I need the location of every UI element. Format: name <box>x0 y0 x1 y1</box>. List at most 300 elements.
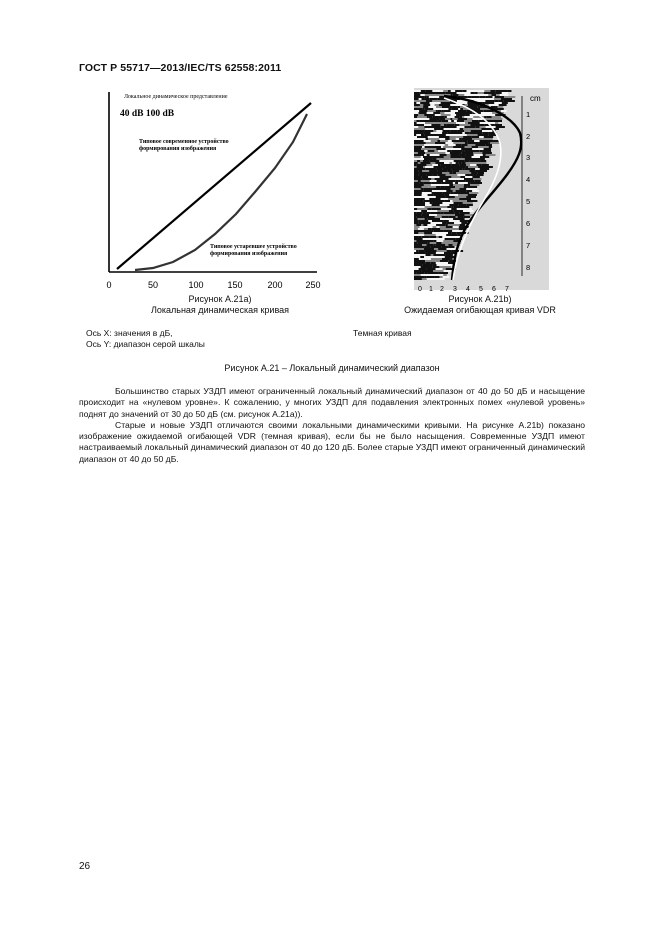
speckle-strip <box>418 236 421 238</box>
speckle-strip <box>438 120 442 122</box>
speckle-strip <box>435 122 441 124</box>
speckle-strip <box>445 196 455 198</box>
speckle-strip <box>454 206 464 208</box>
speckle-strip <box>435 178 447 180</box>
speckle-strip <box>471 96 479 98</box>
speckle-strip <box>466 166 468 168</box>
speckle-strip <box>458 162 462 164</box>
speckle-strip <box>462 132 465 134</box>
speckle-strip <box>455 186 464 188</box>
speckle-strip <box>464 186 468 188</box>
figure-b-y-tick: 2 <box>526 132 531 141</box>
speckle-strip <box>446 190 453 192</box>
speckle-strip <box>456 162 459 164</box>
speckle-strip <box>484 90 490 92</box>
speckle-strip <box>427 276 435 278</box>
figure-a-chart <box>95 88 335 293</box>
speckle-strip <box>443 230 452 232</box>
speckle-strip <box>436 224 446 226</box>
speckle-strip <box>489 146 492 148</box>
figure-b-y-tick: 1 <box>526 110 531 119</box>
speckle-strip <box>501 110 507 112</box>
speckle-strip <box>456 132 463 134</box>
speckle-strip <box>442 222 446 224</box>
figure-a-x-tick: 100 <box>188 280 204 290</box>
speckle-strip <box>419 222 431 224</box>
speckle-strip <box>457 174 465 176</box>
speckle-strip <box>427 174 433 176</box>
speckle-strip <box>439 138 445 140</box>
speckle-strip <box>421 154 424 156</box>
speckle-strip <box>424 126 428 128</box>
speckle-strip <box>445 200 450 202</box>
speckle-strip <box>435 200 445 202</box>
speckle-strip <box>436 110 438 112</box>
speckle-strip <box>428 176 432 178</box>
speckle-strip <box>432 220 443 222</box>
speckle-strip <box>424 150 427 152</box>
speckle-strip <box>433 238 445 240</box>
speckle-strip <box>498 120 503 122</box>
speckle-strip <box>466 162 477 164</box>
speckle-strip <box>435 150 439 152</box>
speckle-strip <box>414 198 417 200</box>
speckle-strip <box>416 120 419 122</box>
speckle-strip <box>425 108 429 110</box>
speckle-strip <box>472 120 478 122</box>
speckle-strip <box>432 176 440 178</box>
speckle-strip <box>417 272 425 274</box>
paragraph: Большинство старых УЗДП имеют ограниченный локальный динамический диапазон от 40 до 50 дБ и насыщение происходит на «нулевом уровне». К сожалению, у многих УЗДП для подавления электронных помех «нулевой уровень» поднят до значений от 30 до 50 дБ (см. рисунок А.21а)). <box>79 386 585 419</box>
speckle-strip <box>430 242 436 244</box>
speckle-strip <box>417 160 420 162</box>
speckle-strip <box>465 114 469 116</box>
speckle-strip <box>414 156 421 158</box>
speckle-strip <box>436 270 444 272</box>
speckle-strip <box>455 182 458 184</box>
speckle-strip <box>423 238 433 240</box>
speckle-strip <box>456 122 465 124</box>
speckle-strip <box>417 166 423 168</box>
speckle-strip <box>414 228 418 230</box>
speckle-strip <box>453 218 465 220</box>
speckle-strip <box>423 156 433 158</box>
speckle-strip <box>449 178 457 180</box>
speckle-strip <box>466 188 477 190</box>
speckle-strip <box>417 198 421 200</box>
speckle-strip <box>446 224 448 226</box>
speckle-strip <box>424 248 434 250</box>
speckle-strip <box>438 174 446 176</box>
speckle-strip <box>414 278 422 280</box>
speckle-strip <box>437 168 443 170</box>
speckle-strip <box>422 278 427 280</box>
speckle-strip <box>495 122 498 124</box>
speckle-strip <box>442 236 452 238</box>
speckle-strip <box>434 194 445 196</box>
speckle-strip <box>447 206 451 208</box>
speckle-strip <box>422 214 429 216</box>
speckle-strip <box>462 162 466 164</box>
speckle-strip <box>422 178 426 180</box>
speckle-strip <box>454 124 459 126</box>
speckle-strip <box>414 224 416 226</box>
speckle-strip <box>414 140 424 142</box>
speckle-strip <box>447 154 451 156</box>
speckle-strip <box>430 246 441 248</box>
speckle-strip <box>463 114 466 116</box>
speckle-strip <box>426 104 431 106</box>
speckle-strip <box>444 270 453 272</box>
speckle-strip <box>445 214 455 216</box>
speckle-strip <box>458 94 464 96</box>
speckle-strip <box>418 170 422 172</box>
speckle-strip <box>417 136 423 138</box>
speckle-strip <box>414 268 419 270</box>
speckle-strip <box>414 186 422 188</box>
speckle-strip <box>450 162 453 164</box>
speckle-strip <box>449 216 451 218</box>
speckle-strip <box>459 154 466 156</box>
speckle-strip <box>448 140 452 142</box>
speckle-strip <box>433 116 445 118</box>
speckle-strip <box>421 156 423 158</box>
speckle-strip <box>460 108 463 110</box>
speckle-strip <box>469 192 478 194</box>
speckle-strip <box>422 108 425 110</box>
speckle-strip <box>447 250 452 252</box>
speckle-strip <box>427 268 436 270</box>
speckle-strip <box>450 152 462 154</box>
speckle-strip <box>452 230 460 232</box>
speckle-strip <box>466 196 476 198</box>
speckle-strip <box>440 226 446 228</box>
speckle-strip <box>430 162 435 164</box>
speckle-strip <box>414 136 417 138</box>
speckle-strip <box>421 188 423 190</box>
speckle-strip <box>434 166 446 168</box>
speckle-strip <box>433 240 436 242</box>
speckle-strip <box>425 94 430 96</box>
speckle-strip <box>451 176 460 178</box>
speckle-strip <box>425 146 436 148</box>
speckle-strip <box>456 138 459 140</box>
speckle-strip <box>424 158 432 160</box>
speckle-strip <box>414 150 424 152</box>
speckle-strip <box>461 138 472 140</box>
speckle-strip <box>445 118 450 120</box>
speckle-strip <box>453 182 455 184</box>
speckle-strip <box>468 150 480 152</box>
speckle-strip <box>473 174 476 176</box>
speckle-strip <box>442 216 449 218</box>
speckle-strip <box>425 166 433 168</box>
figure-b-x-tick: 0 <box>418 286 422 293</box>
speckle-strip <box>467 190 472 192</box>
speckle-strip <box>454 166 460 168</box>
speckle-strip <box>432 100 444 102</box>
figure-a-caption <box>120 294 320 316</box>
figure-a-caption-title: Локальная динамическая кривая <box>150 305 290 315</box>
speckle-strip <box>454 120 457 122</box>
speckle-strip <box>427 272 439 274</box>
speckle-strip <box>451 126 457 128</box>
speckle-strip <box>419 258 423 260</box>
speckle-strip <box>414 160 417 162</box>
speckle-strip <box>443 212 455 214</box>
figure-b-x-tick: 1 <box>429 286 433 293</box>
speckle-strip <box>430 180 437 182</box>
speckle-strip <box>503 100 515 102</box>
speckle-strip <box>414 264 422 266</box>
speckle-strip <box>451 206 453 208</box>
speckle-strip <box>458 204 467 206</box>
speckle-strip <box>424 216 435 218</box>
speckle-strip <box>485 144 492 146</box>
speckle-strip <box>457 106 460 108</box>
speckle-strip <box>448 246 454 248</box>
speckle-strip <box>414 112 419 114</box>
speckle-strip <box>421 180 430 182</box>
speckle-strip <box>465 132 469 134</box>
speckle-strip <box>455 116 460 118</box>
speckle-strip <box>464 178 473 180</box>
speckle-strip <box>431 178 434 180</box>
speckle-strip <box>429 236 436 238</box>
speckle-strip <box>426 120 430 122</box>
speckle-strip <box>424 256 436 258</box>
speckle-strip <box>478 146 489 148</box>
speckle-strip <box>427 208 432 210</box>
speckle-strip <box>468 144 476 146</box>
speckle-strip <box>441 122 451 124</box>
speckle-strip <box>431 218 441 220</box>
speckle-strip <box>435 144 444 146</box>
speckle-strip <box>414 250 416 252</box>
speckle-strip <box>454 222 457 224</box>
speckle-strip <box>414 144 420 146</box>
speckle-strip <box>436 130 442 132</box>
figure-a-x-tick: 200 <box>267 280 283 290</box>
speckle-strip <box>499 104 507 106</box>
speckle-strip <box>468 128 478 130</box>
speckle-strip <box>438 248 447 250</box>
speckle-strip <box>494 124 502 126</box>
speckle-strip <box>453 200 461 202</box>
speckle-strip <box>431 132 443 134</box>
speckle-strip <box>432 274 444 276</box>
speckle-strip <box>444 162 450 164</box>
speckle-strip <box>437 98 443 100</box>
speckle-strip <box>480 108 482 110</box>
speckle-strip <box>418 152 425 154</box>
speckle-strip <box>437 170 447 172</box>
speckle-strip <box>467 142 478 144</box>
speckle-strip <box>423 136 428 138</box>
speckle-strip <box>420 102 429 104</box>
speckle-strip <box>414 234 424 236</box>
speckle-strip <box>448 90 451 92</box>
speckle-strip <box>443 202 454 204</box>
speckle-strip <box>427 210 437 212</box>
speckle-strip <box>451 108 458 110</box>
speckle-strip <box>492 116 502 118</box>
speckle-strip <box>435 216 442 218</box>
figure-a-title: Локальное динамическое представление <box>124 94 228 100</box>
speckle-strip <box>416 216 423 218</box>
speckle-strip <box>430 104 434 106</box>
speckle-strip <box>414 184 424 186</box>
speckle-strip <box>419 92 429 94</box>
speckle-strip <box>423 166 425 168</box>
speckle-strip <box>424 200 435 202</box>
speckle-strip <box>433 202 443 204</box>
y-axis-note: Ось Y: диапазон серой шкалы <box>86 339 205 349</box>
speckle-strip <box>424 228 428 230</box>
body-text <box>79 386 585 465</box>
figure-b-unit: cm <box>530 94 541 103</box>
speckle-strip <box>436 242 441 244</box>
speckle-strip <box>432 148 436 150</box>
speckle-strip <box>475 144 485 146</box>
speckle-strip <box>426 118 430 120</box>
speckle-strip <box>420 162 426 164</box>
speckle-strip <box>453 190 456 192</box>
speckle-strip <box>414 226 420 228</box>
figure-b-caption <box>380 294 580 316</box>
speckle-strip <box>445 256 454 258</box>
speckle-strip <box>490 140 499 142</box>
speckle-strip <box>414 248 424 250</box>
speckle-strip <box>443 180 445 182</box>
speckle-strip <box>414 172 420 174</box>
speckle-strip <box>473 152 482 154</box>
speckle-strip <box>436 186 441 188</box>
speckle-strip <box>451 90 455 92</box>
speckle-strip <box>414 96 424 98</box>
speckle-strip <box>437 158 442 160</box>
paragraph: Старые и новые УЗДП отличаются своими локальными динамическими кривыми. На рисунке А.21b) показано изображение ожидаемой огибающей VDR (темная кривая), если бы не было насыщения. Современные УЗДП имеют настраиваемый локальный динамический диапазон от 40 до 120 дБ. Более старые УЗДП имеют ограниченный динамический диапазон от 40 до 50 дБ. <box>79 419 585 464</box>
speckle-strip <box>418 218 425 220</box>
speckle-strip <box>450 156 461 158</box>
document-header: ГОСТ Р 55717—2013/IEC/TS 62558:2011 <box>79 62 282 74</box>
speckle-strip <box>449 128 460 130</box>
speckle-strip <box>426 142 435 144</box>
speckle-strip <box>453 184 456 186</box>
speckle-strip <box>493 96 495 98</box>
speckle-strip <box>427 218 430 220</box>
speckle-strip <box>463 202 473 204</box>
speckle-strip <box>426 164 429 166</box>
speckle-strip <box>451 188 454 190</box>
speckle-strip <box>449 194 458 196</box>
speckle-strip <box>428 220 432 222</box>
speckle-strip <box>426 230 434 232</box>
speckle-strip <box>417 242 427 244</box>
x-axis-note: Ось X: значения в дБ, <box>86 328 173 338</box>
speckle-strip <box>436 106 442 108</box>
speckle-strip <box>420 256 424 258</box>
speckle-strip <box>421 274 432 276</box>
speckle-strip <box>458 216 464 218</box>
figure-a-caption-number: Рисунок А.21а) <box>188 294 252 304</box>
speckle-strip <box>448 108 451 110</box>
speckle-strip <box>437 264 448 266</box>
speckle-strip <box>422 192 432 194</box>
speckle-strip <box>482 132 488 134</box>
speckle-strip <box>496 126 505 128</box>
speckle-strip <box>436 146 441 148</box>
speckle-strip <box>436 196 445 198</box>
speckle-strip <box>460 136 463 138</box>
speckle-strip <box>422 170 429 172</box>
speckle-strip <box>424 190 432 192</box>
figure-a-label-old-2: формирования изображения <box>210 251 288 257</box>
speckle-strip <box>429 164 432 166</box>
speckle-strip <box>427 112 434 114</box>
speckle-strip <box>414 204 425 206</box>
speckle-strip <box>445 238 456 240</box>
speckle-strip <box>431 254 434 256</box>
speckle-strip <box>422 186 429 188</box>
speckle-strip <box>440 276 443 278</box>
speckle-strip <box>441 110 444 112</box>
speckle-strip <box>465 168 471 170</box>
speckle-strip <box>429 186 436 188</box>
speckle-strip <box>419 268 427 270</box>
speckle-strip <box>445 112 449 114</box>
speckle-strip <box>420 104 423 106</box>
speckle-strip <box>416 240 423 242</box>
speckle-strip <box>479 136 484 138</box>
speckle-strip <box>441 124 444 126</box>
speckle-strip <box>414 244 422 246</box>
speckle-strip <box>438 150 447 152</box>
speckle-strip <box>454 160 465 162</box>
speckle-strip <box>448 244 452 246</box>
speckle-strip <box>439 136 445 138</box>
speckle-strip <box>416 134 421 136</box>
speckle-strip <box>419 182 423 184</box>
speckle-strip <box>463 90 467 92</box>
speckle-strip <box>495 90 507 92</box>
speckle-strip <box>436 262 443 264</box>
speckle-strip <box>423 182 431 184</box>
speckle-strip <box>482 152 492 154</box>
speckle-strip <box>459 170 469 172</box>
speckle-strip <box>469 132 478 134</box>
speckle-strip <box>455 214 465 216</box>
speckle-strip <box>416 164 426 166</box>
speckle-strip <box>437 214 445 216</box>
speckle-strip <box>441 114 451 116</box>
speckle-strip <box>420 160 423 162</box>
speckle-strip <box>485 100 494 102</box>
speckle-strip <box>433 270 436 272</box>
speckle-strip <box>456 180 459 182</box>
speckle-strip <box>442 132 447 134</box>
speckle-strip <box>486 120 497 122</box>
speckle-strip <box>429 170 437 172</box>
speckle-strip <box>464 116 473 118</box>
speckle-strip <box>456 144 462 146</box>
speckle-strip <box>437 180 444 182</box>
speckle-strip <box>443 272 448 274</box>
speckle-strip <box>461 222 467 224</box>
speckle-strip <box>445 194 450 196</box>
speckle-strip <box>450 118 452 120</box>
speckle-strip <box>432 164 434 166</box>
